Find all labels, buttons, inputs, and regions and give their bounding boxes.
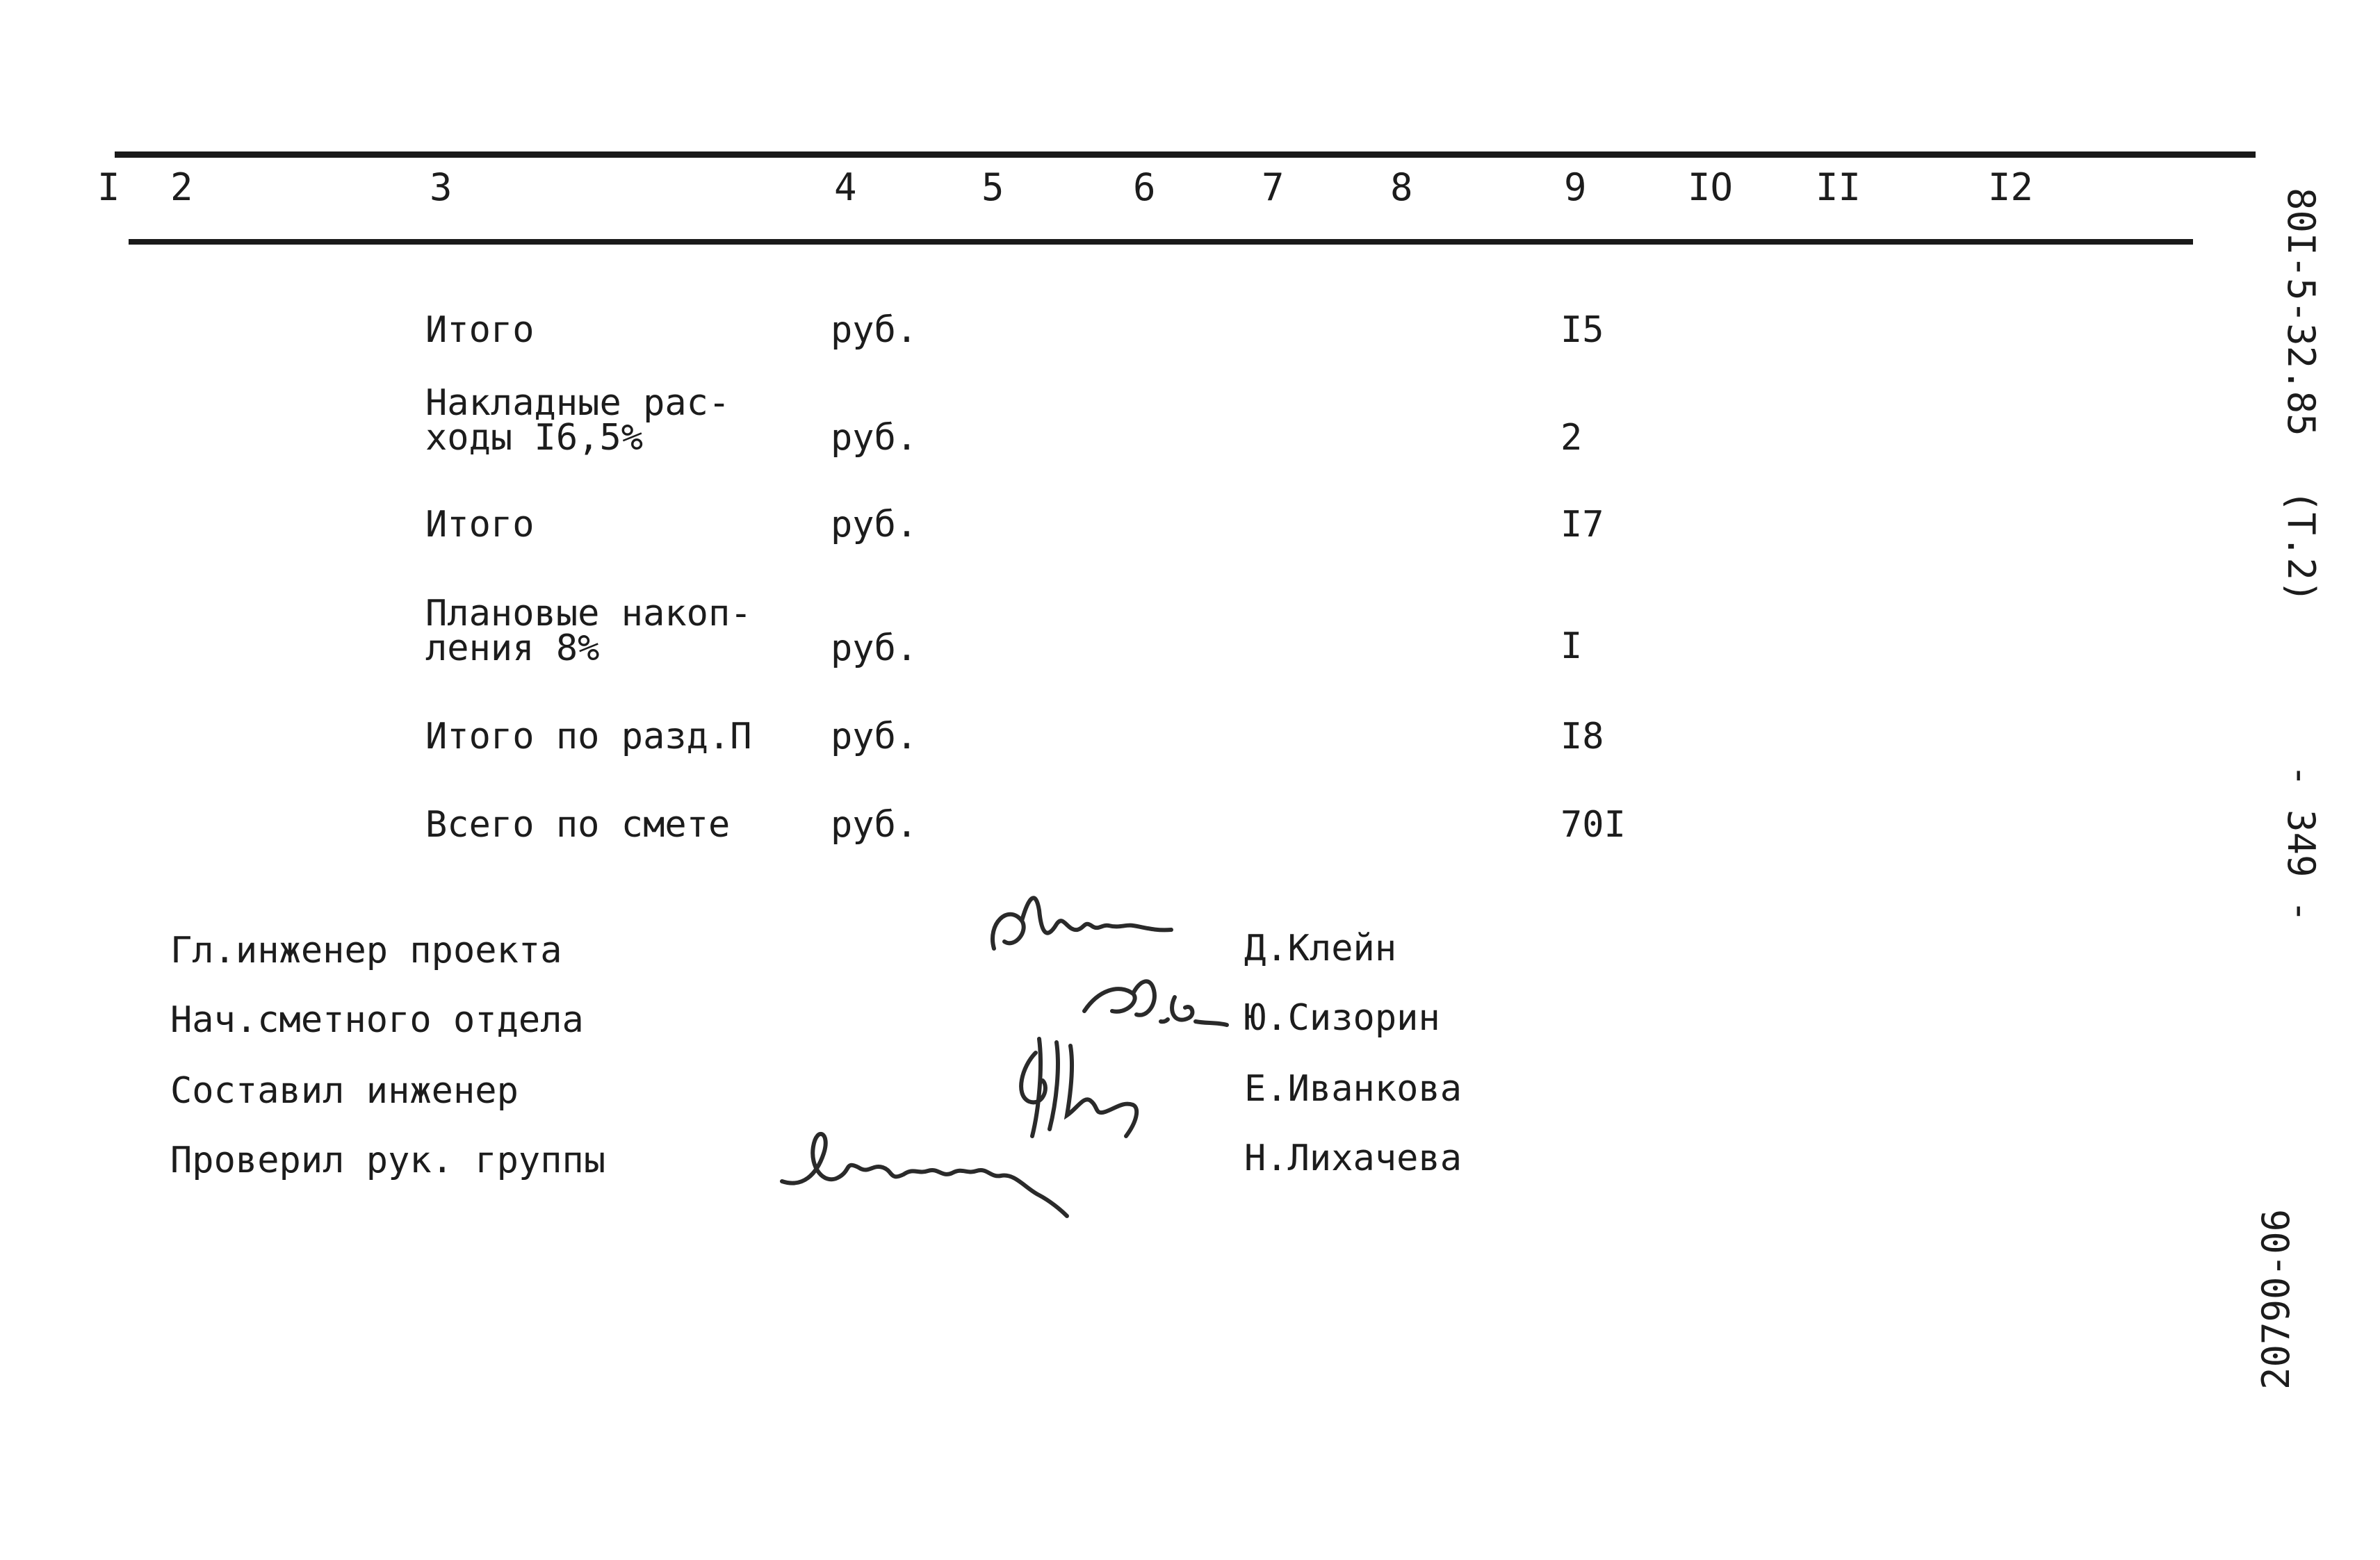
row-3-value: I7 <box>1560 504 1604 545</box>
row-6-unit: руб. <box>831 804 918 846</box>
row-4-value: I <box>1560 625 1583 667</box>
row-5-value: I8 <box>1560 716 1604 757</box>
row-5-name: Итого по разд.П <box>425 716 752 757</box>
row-3-name: Итого <box>425 504 535 545</box>
signatory-3-name: Е.Иванкова <box>1244 1068 1462 1110</box>
column-number-12: I2 <box>1988 165 2034 209</box>
column-number-7: 7 <box>1262 165 1285 209</box>
signature-klein-image <box>980 882 1189 969</box>
column-number-11: II <box>1816 165 1861 209</box>
column-number-6: 6 <box>1133 165 1156 209</box>
signatory-1-role: Гл.инженер проекта <box>170 930 562 971</box>
signatory-4-name: Н.Лихачева <box>1244 1138 1462 1179</box>
header-bottom-rule <box>129 239 2193 245</box>
row-3-unit: руб. <box>831 504 918 545</box>
signatory-1-name: Д.Клейн <box>1244 928 1397 969</box>
row-6-value: 70I <box>1560 804 1626 846</box>
row-1-unit: руб. <box>831 309 918 351</box>
row-6-name: Всего по смете <box>425 804 731 846</box>
row-4-unit: руб. <box>831 627 918 669</box>
margin-doc-code: 80I-5-32.85 <box>2279 188 2323 436</box>
column-number-4: 4 <box>834 165 857 209</box>
margin-page-number: - 349 - <box>2279 764 2323 923</box>
row-1-value: I5 <box>1560 309 1604 351</box>
signature-likhacheva-image <box>775 1112 1074 1226</box>
column-number-2: 2 <box>170 165 193 209</box>
row-1-name: Итого <box>425 309 535 351</box>
row-2-value: 2 <box>1560 417 1583 459</box>
column-number-3: 3 <box>430 165 453 209</box>
row-4-name: Плановые накоп- ления 8% <box>425 593 752 669</box>
column-number-1: I <box>97 165 120 209</box>
signatory-4-role: Проверил рук. группы <box>170 1140 606 1181</box>
column-number-5: 5 <box>981 165 1004 209</box>
margin-volume: (Т.2) <box>2279 490 2323 603</box>
column-number-9: 9 <box>1564 165 1587 209</box>
margin-inventory-number: 20790-06 <box>2254 1208 2298 1390</box>
signatory-2-name: Ю.Сизорин <box>1244 997 1440 1039</box>
header-top-rule <box>115 151 2256 158</box>
row-5-unit: руб. <box>831 716 918 757</box>
row-2-name: Накладные рас- ходы I6,5% <box>425 382 731 459</box>
column-number-8: 8 <box>1390 165 1413 209</box>
signatory-2-role: Нач.сметного отдела <box>170 999 584 1041</box>
row-2-unit: руб. <box>831 417 918 459</box>
signatory-3-role: Составил инженер <box>170 1070 519 1112</box>
column-number-10: IO <box>1688 165 1734 209</box>
